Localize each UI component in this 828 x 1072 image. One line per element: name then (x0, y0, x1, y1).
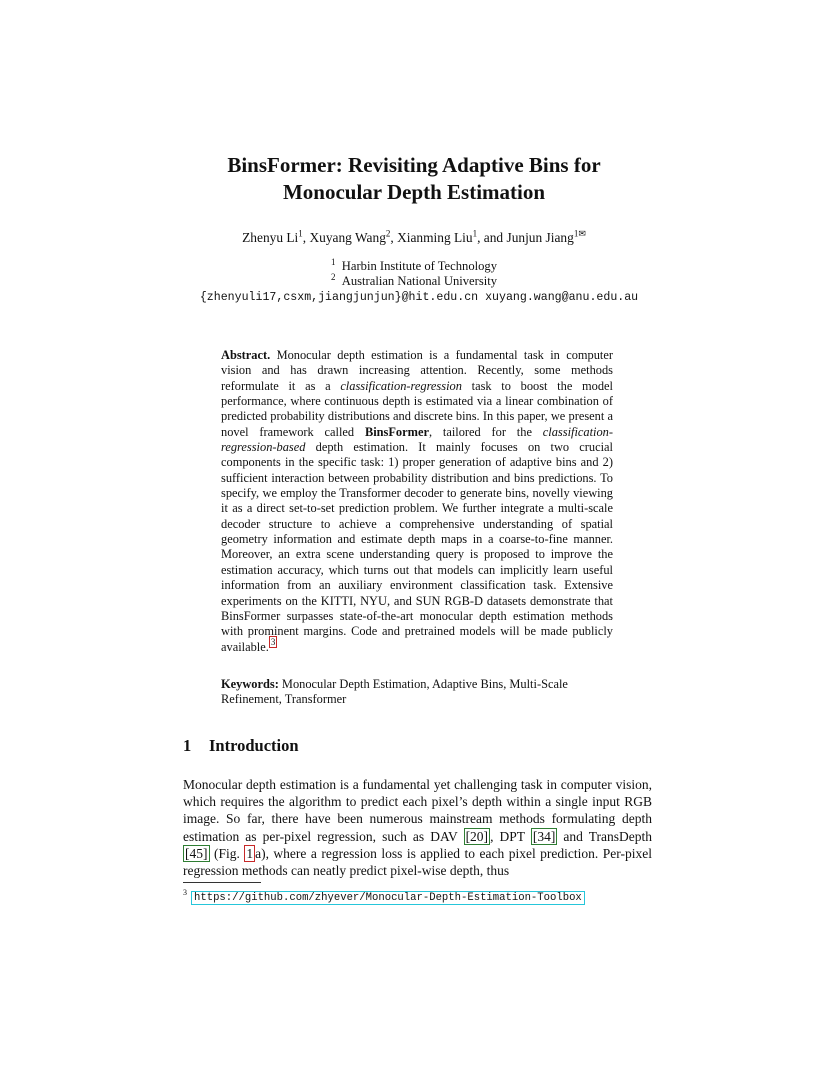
author-emails: {zhenyuli17,csxm,jiangjunjun}@hit.edu.cn xuyang.wang@anu.edu.au (199, 291, 639, 304)
abstract-emphasis: classification-regression (340, 378, 462, 393)
body-text: Monocular depth estimation is a fundamental yet challenging task in computer vision, which requires the algorithm to predict each pixel’s depth within a single input RGB image. So far, there have been numerous mainstream methods formulating depth estimation as per-pixel regression, such as DAV (183, 777, 652, 844)
affiliation-2 (0, 271, 828, 289)
author-affiliation-mark: 2 (385, 228, 391, 239)
intro-paragraph (183, 776, 652, 879)
paper-title (0, 152, 828, 206)
citation-link[interactable]: [20] (465, 828, 489, 844)
abstract-label: Abstract. (221, 348, 271, 362)
citation-link[interactable]: [34] (532, 828, 556, 844)
abstract-text: Monocular depth estimation is a fundamental task in computer vision and has drawn increasing attention. Recently, some methods reformulate it as a (221, 348, 613, 393)
author-affiliation-mark: 1✉ (573, 228, 586, 239)
title-line-2: Monocular Depth Estimation (282, 180, 546, 204)
affiliation-number: 2 (330, 271, 336, 282)
footnote-divider (183, 882, 261, 883)
author-affiliation-mark: 1 (472, 228, 478, 239)
footnote (183, 886, 585, 905)
body-text: a), where a regression loss is applied to each pixel prediction. Per-pixel regression methods can neatly predict pixel-wise depth, thus (183, 845, 652, 879)
figure-link[interactable]: 1 (246, 845, 254, 861)
section-number: 1 (183, 736, 192, 755)
author-separator: , (302, 230, 310, 245)
author-name: Junjun Jiang (506, 230, 574, 245)
abstract-emphasis: classification-regression-based (221, 424, 613, 455)
keywords (221, 677, 613, 708)
author-name: Zhenyu Li (242, 230, 299, 245)
abstract-text: task to boost the model performance, where continuous depth is estimated via a linear combination of predicted probability distributions and discrete bins. In this paper, we present a novel framework called (221, 378, 613, 439)
author-list (0, 229, 828, 247)
author-affiliation-mark: 1 (298, 228, 303, 239)
affiliation-name: Australian National University (341, 274, 498, 288)
abstract-text: depth estimation. It mainly focuses on two crucial components in the specific task: 1) proper generation of adaptive bins and 2) sufficient interaction between probability distribution and bins predictions. To specify, we employ the Transformer decoder to generate bins, novelly viewing it as a direct set-to-set prediction problem. We further integrate a multi-scale decoder structure to achieve a comprehensive understanding of spatial geometry information and estimate depth maps in a coarse-to-fine manner. Moreover, an extra scene understanding query is proposed to improve the estimation accuracy, which turns out that models can implicitly learn useful information from an auxiliary environment classification task. Extensive experiments on the KITTI, NYU, and SUN RGB-D datasets demonstrate that BinsFormer surpasses state-of-the-art monocular depth estimation methods with prominent margins. Code and pretrained models will be made publicly available. (221, 440, 613, 654)
affiliation-1 (0, 256, 828, 274)
abstract (221, 348, 613, 655)
author-separator: , and (477, 230, 507, 245)
section-title: Introduction (209, 736, 299, 755)
section-heading (183, 736, 299, 756)
footnote-url-link[interactable]: https://github.com/zhyever/Monocular-Depth-Estimation-Toolbox (191, 891, 585, 905)
body-text: (Fig. (209, 845, 245, 861)
body-text: and TransDepth (557, 828, 652, 844)
footnote-link[interactable]: 3 (270, 637, 276, 648)
keywords-text: Monocular Depth Estimation, Adaptive Bins, Multi-Scale Refinement, Transformer (221, 677, 568, 707)
author-name: Xianming Liu (397, 230, 473, 245)
body-text: , DPT (490, 828, 531, 844)
affiliation-name: Harbin Institute of Technology (341, 259, 498, 273)
citation-link[interactable]: [45] (185, 845, 208, 861)
abstract-text: , tailored for the (428, 424, 543, 439)
method-name: BinsFormer (364, 424, 429, 439)
author-separator: , (390, 230, 398, 245)
keywords-label: Keywords: (221, 677, 279, 691)
affiliation-number: 1 (330, 256, 336, 267)
footnote-number: 3 (183, 888, 187, 897)
title-line-1: BinsFormer: Revisiting Adaptive Bins for (227, 153, 601, 177)
author-name: Xuyang Wang (309, 230, 386, 245)
